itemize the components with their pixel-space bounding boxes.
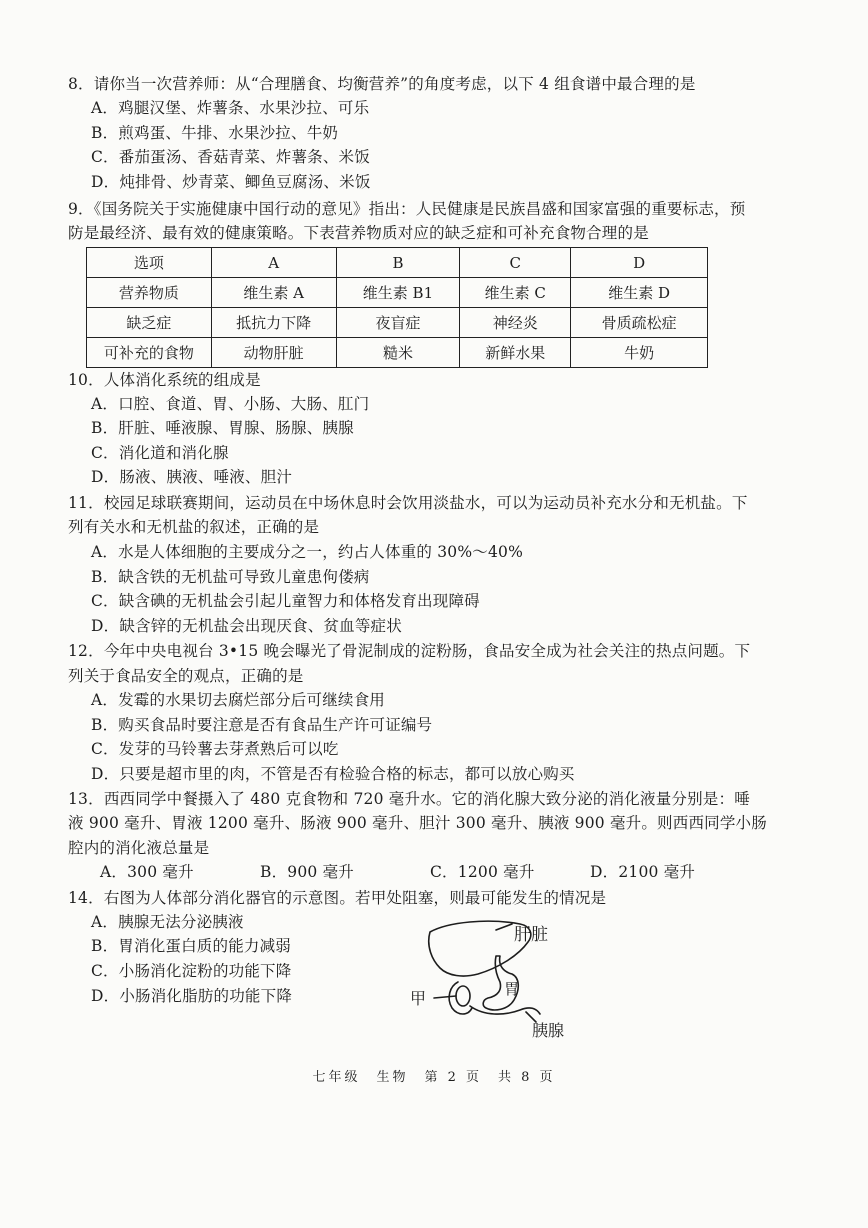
table-cell: 新鲜水果 xyxy=(460,338,571,368)
table-header-row xyxy=(87,248,708,278)
q9-stem-line1: 9．《国务院关于实施健康中国行动的意见》指出：人民健康是民族昌盛和国家富强的重要标志，预 xyxy=(68,200,746,218)
q14-option-b: B．胃消化蛋白质的能力减弱 xyxy=(91,937,291,955)
table-cell: 维生素 D xyxy=(571,278,708,308)
q11-option-c: C．缺含碘的无机盐会引起儿童智力和体格发育出现障碍 xyxy=(91,592,480,610)
table-cell: 缺乏症 xyxy=(87,308,212,338)
q13-stem-line1: 13．西西同学中餐摄入了 480 克食物和 720 毫升水。它的消化腺大致分泌的消化液量分别是：唾 xyxy=(68,790,750,808)
table-cell: 抵抗力下降 xyxy=(211,308,336,338)
table-cell: 动物肝脏 xyxy=(211,338,336,368)
table-cell: 可补充的食物 xyxy=(87,338,212,368)
q12-option-d: D．只要是超市里的肉，不管是否有检验合格的标志，都可以放心购买 xyxy=(91,765,575,783)
table-cell: 夜盲症 xyxy=(336,308,460,338)
q13-option-c: C．1200 毫升 xyxy=(430,863,535,881)
table-cell: 骨质疏松症 xyxy=(571,308,708,338)
q10-option-d: D．肠液、胰液、唾液、胆汁 xyxy=(91,468,293,486)
q8-option-c: C．番茄蛋汤、香菇青菜、炸薯条、米饭 xyxy=(91,148,370,166)
q8-option-d: D．炖排骨、炒青菜、鲫鱼豆腐汤、米饭 xyxy=(91,173,371,191)
table-cell: A xyxy=(211,248,336,278)
q10-option-b: B．肝脏、唾液腺、胃腺、肠腺、胰腺 xyxy=(91,419,354,437)
jia-label: 甲 xyxy=(410,989,427,1008)
table-cell: D xyxy=(571,248,708,278)
q8-option-a: A．鸡腿汉堡、炸薯条、水果沙拉、可乐 xyxy=(91,99,370,117)
digestive-organs-diagram xyxy=(408,912,578,1042)
q11-stem-line2: 列有关水和无机盐的叙述，正确的是 xyxy=(68,518,320,536)
q13-stem-line2: 液 900 毫升、胃液 1200 毫升、肠液 900 毫升、胆汁 300 毫升、胰液 900 毫升。则西西同学小肠 xyxy=(68,814,767,832)
table-cell: 糙米 xyxy=(336,338,460,368)
table-cell: 维生素 B1 xyxy=(336,278,460,308)
q13-option-d: D．2100 毫升 xyxy=(590,863,696,881)
q10-option-c: C．消化道和消化腺 xyxy=(91,444,229,462)
table-row xyxy=(87,338,708,368)
q8-option-b: B．煎鸡蛋、牛排、水果沙拉、牛奶 xyxy=(91,124,339,142)
q11-option-d: D．缺含锌的无机盐会出现厌食、贫血等症状 xyxy=(91,617,402,635)
q11-option-b: B．缺含铁的无机盐可导致儿童患佝偻病 xyxy=(91,568,370,586)
q12-stem-line2: 列关于食品安全的观点，正确的是 xyxy=(68,667,304,685)
q12-stem-line1: 12．今年中央电视台 3•15 晚会曝光了骨泥制成的淀粉肠，食品安全成为社会关注的热点问题。下 xyxy=(68,642,751,660)
q11-option-a: A．水是人体细胞的主要成分之一，约占人体重的 30%～40% xyxy=(91,543,524,561)
table-cell: 选项 xyxy=(87,248,212,278)
table-cell: 维生素 A xyxy=(211,278,336,308)
stomach-label: 胃 xyxy=(504,980,520,998)
pancreas-label: 胰腺 xyxy=(532,1021,565,1040)
q14-option-a: A．胰腺无法分泌胰液 xyxy=(91,913,244,931)
q13-option-a: A．300 毫升 xyxy=(100,863,194,881)
page-footer: 七年级 生物 第 2 页 共 8 页 xyxy=(312,1070,556,1085)
table-cell: 牛奶 xyxy=(571,338,708,368)
table-cell: C xyxy=(460,248,571,278)
q14-option-d: D．小肠消化脂肪的功能下降 xyxy=(91,987,293,1005)
table-cell: 维生素 C xyxy=(460,278,571,308)
q13-stem-line3: 腔内的消化液总量是 xyxy=(68,839,210,857)
table-cell: B xyxy=(336,248,460,278)
q13-option-b: B．900 毫升 xyxy=(260,863,355,881)
q12-option-a: A．发霉的水果切去腐烂部分后可继续食用 xyxy=(91,691,385,709)
q12-option-c: C．发芽的马铃薯去芽煮熟后可以吃 xyxy=(91,740,339,758)
q14-option-c: C．小肠消化淀粉的功能下降 xyxy=(91,962,292,980)
q10-stem: 10．人体消化系统的组成是 xyxy=(68,371,261,389)
liver-label: 肝脏 xyxy=(514,925,548,945)
liver-pointer xyxy=(496,924,512,930)
q14-stem: 14．右图为人体部分消化器官的示意图。若甲处阻塞，则最可能发生的情况是 xyxy=(68,889,607,907)
table-cell: 营养物质 xyxy=(87,278,212,308)
nutrition-table xyxy=(86,247,708,368)
q10-option-a: A．口腔、食道、胃、小肠、大肠、肛门 xyxy=(91,395,370,413)
q9-stem-line2: 防是最经济、最有效的健康策略。下表营养物质对应的缺乏症和可补充食物合理的是 xyxy=(68,224,649,242)
table-cell: 神经炎 xyxy=(460,308,571,338)
q11-stem-line1: 11．校园足球联赛期间，运动员在中场休息时会饮用淡盐水，可以为运动员补充水分和无机盐。下 xyxy=(68,494,748,512)
q8-stem: 8．请你当一次营养师：从“合理膳食、均衡营养”的角度考虑，以下 4 组食谱中最合理的是 xyxy=(68,75,696,93)
gallbladder-outline xyxy=(456,986,470,1006)
q12-option-b: B．购买食品时要注意是否有食品生产许可证编号 xyxy=(91,716,433,734)
table-row xyxy=(87,278,708,308)
table-row xyxy=(87,308,708,338)
jia-pointer xyxy=(434,996,456,998)
